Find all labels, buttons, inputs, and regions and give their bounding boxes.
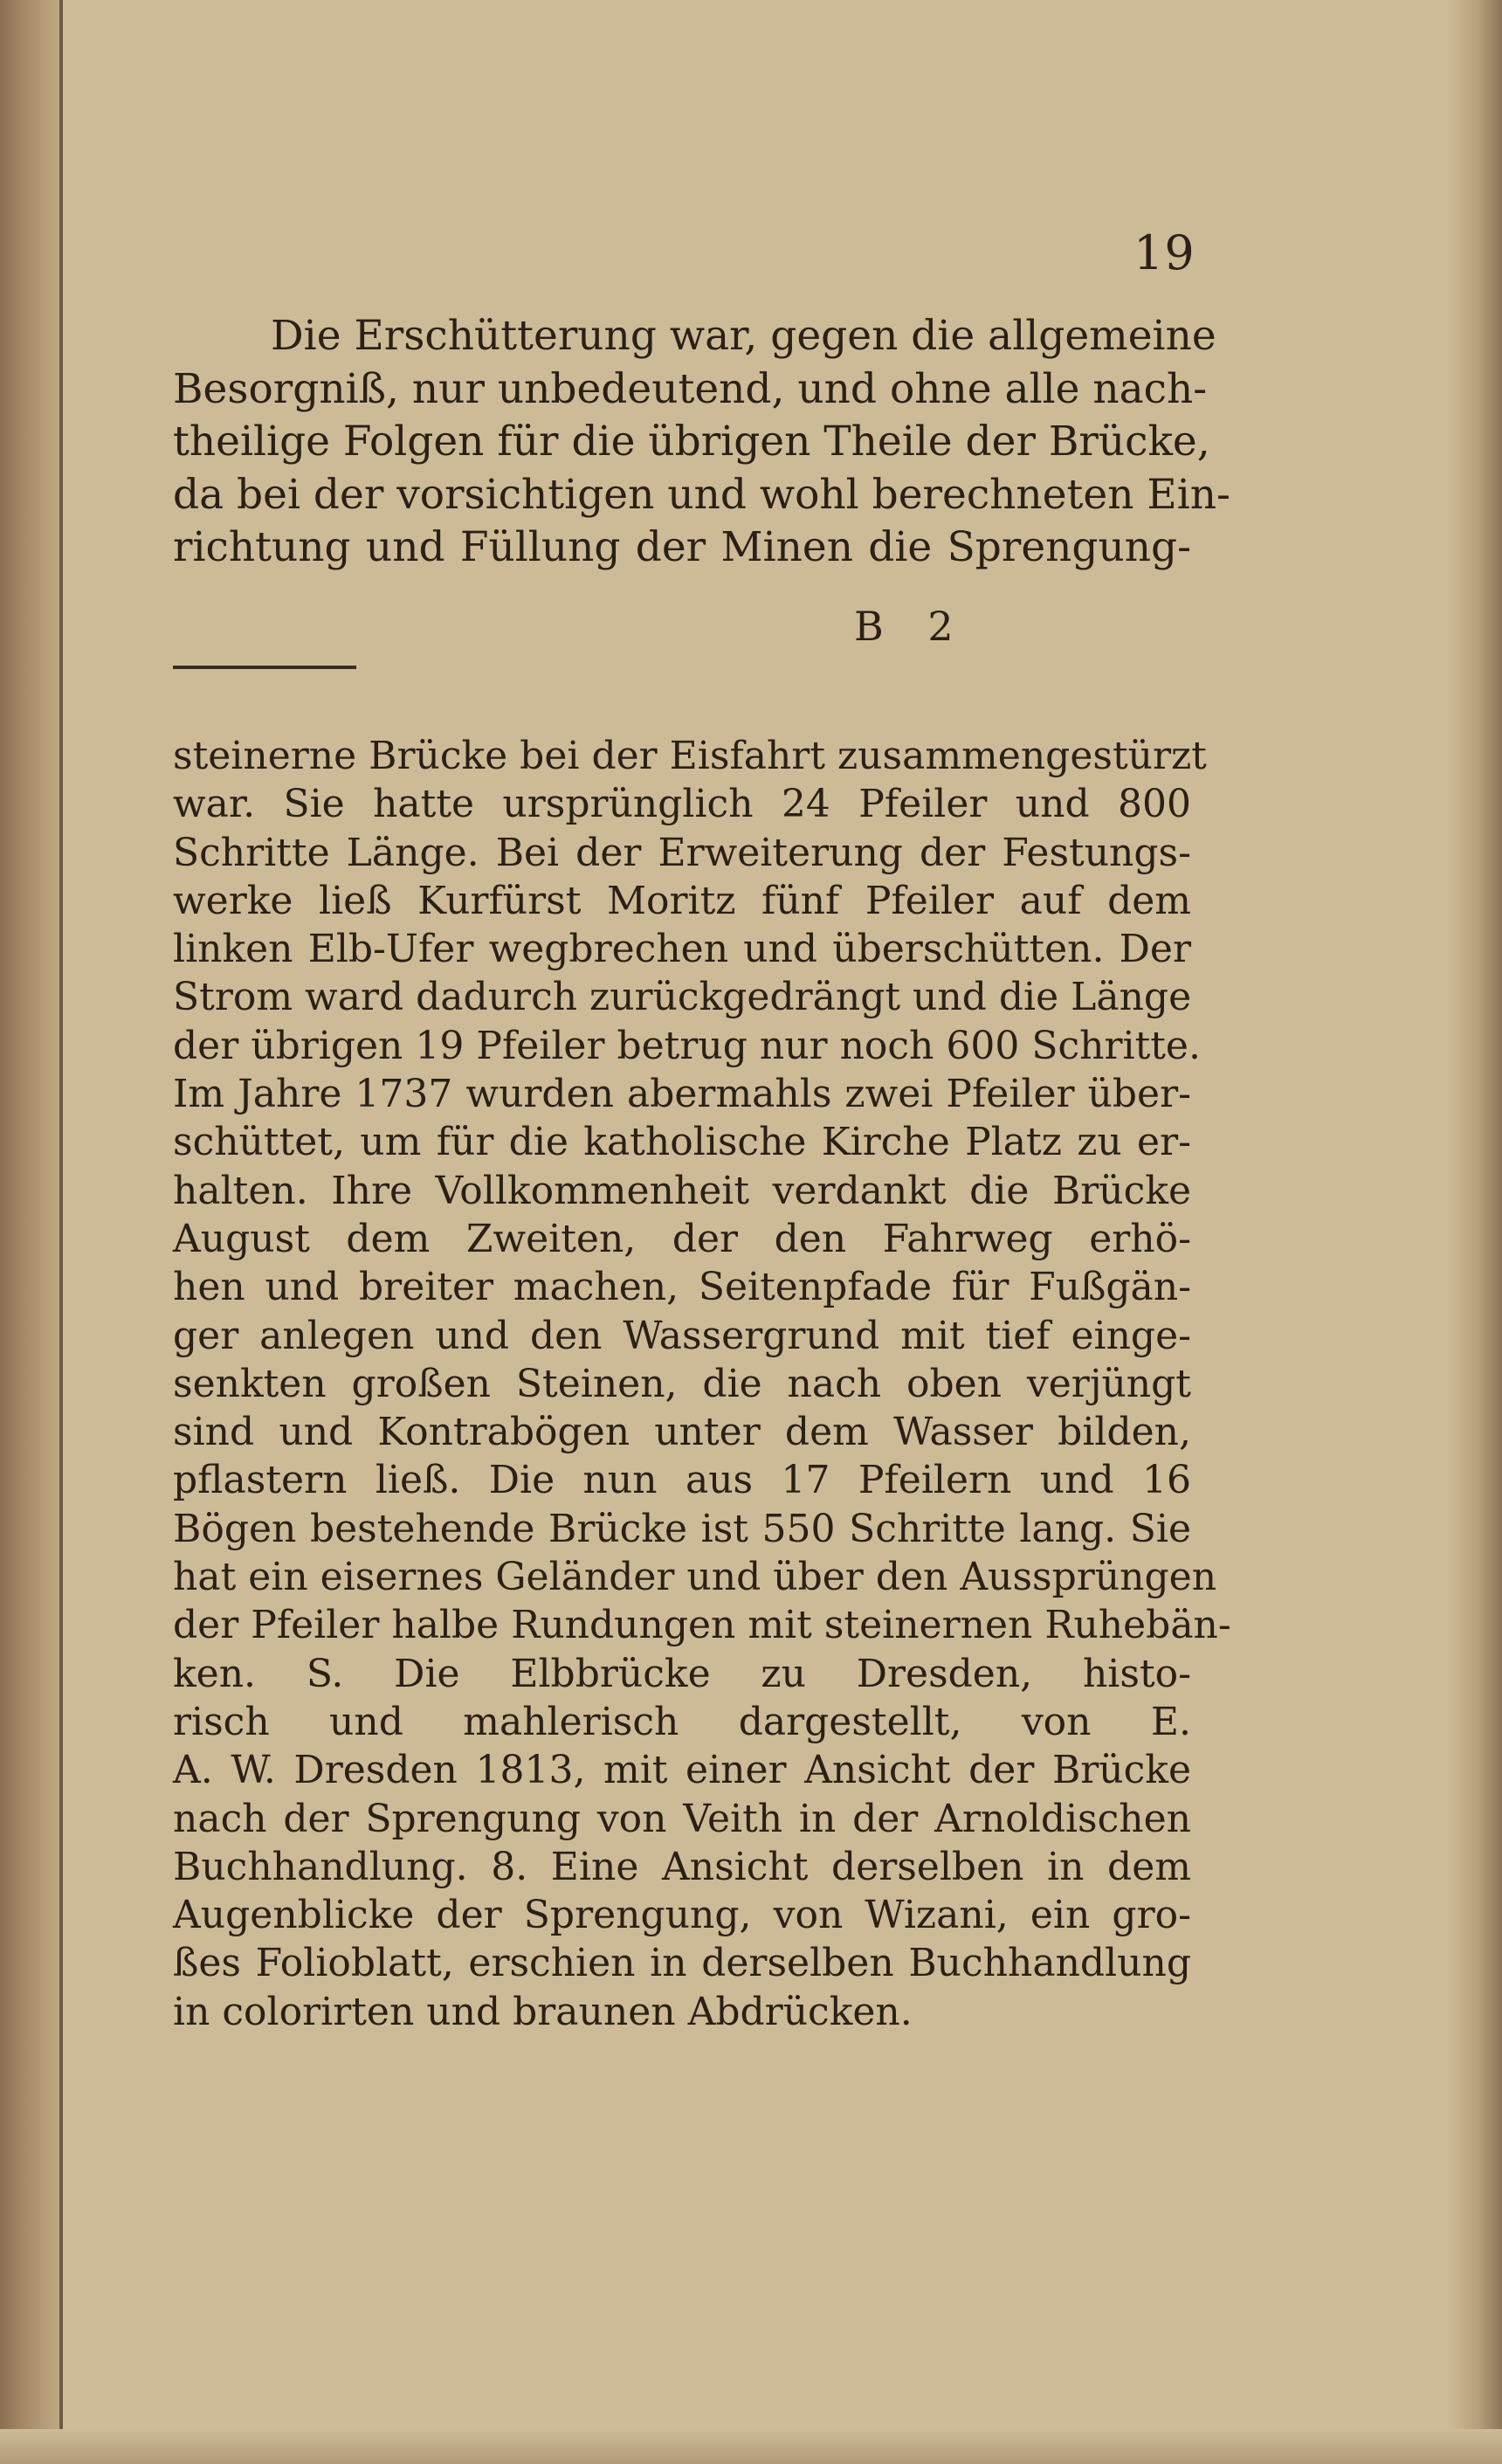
signature-row [173, 603, 1191, 673]
text-line: der Pfeiler halbe Rundungen mit steinernen Ruhebän- [173, 1603, 1231, 1648]
text-line: hen und breiter machen, Seitenpfade für Fußgän- [173, 1265, 1191, 1310]
text-line: ken. S. Die Elbbrücke zu Dresden, histo- [173, 1651, 1191, 1696]
text-line: da bei der vorsichtigen und wohl berechneten Ein- [173, 470, 1230, 519]
text-line: war. Sie hatte ursprünglich 24 Pfeiler und 800 [173, 782, 1191, 827]
text-line: ger anlegen und den Wassergrund mit tief einge- [173, 1313, 1191, 1358]
text-line: Die Erschütterung war, gegen die allgemeine [271, 312, 1216, 360]
text-line: A. W. Dresden 1813, mit einer Ansicht der Brücke [173, 1748, 1191, 1793]
text-line: der übrigen 19 Pfeiler betrug nur noch 600 Schritte. [173, 1023, 1201, 1068]
footnote-continuation [173, 310, 1230, 575]
text-line: pflastern ließ. Die nun aus 17 Pfeilern und 16 [173, 1458, 1191, 1503]
right-page-edge [1450, 0, 1502, 2464]
left-page-edge [0, 0, 63, 2464]
text-line: hat ein eisernes Geländer und über den Aussprüngen [173, 1555, 1217, 1600]
text-line: Augenblicke der Sprengung, von Wizani, ein gro- [173, 1893, 1191, 1938]
text-line: ßes Folioblatt, erschien in derselben Buchhandlung [173, 1941, 1191, 1986]
text-line: nach der Sprengung von Veith in der Arnoldischen [173, 1796, 1191, 1841]
text-line: linken Elb-Ufer wegbrechen und überschütten. Der [173, 927, 1191, 972]
page-number: 19 [1133, 225, 1195, 280]
printer-signature: B 2 [854, 603, 969, 650]
text-line: senkten großen Steinen, die nach oben verjüngt [173, 1361, 1191, 1406]
text-line: Buchhandlung. 8. Eine Ansicht derselben in dem [173, 1844, 1191, 1889]
footnote-text [173, 732, 1231, 2036]
text-line: sind und Kontrabögen unter dem Wasser bilden, [173, 1410, 1191, 1455]
text-line: halten. Ihre Vollkommenheit verdankt die Brücke [173, 1168, 1191, 1213]
text-line: risch und mahlerisch dargestellt, von E. [173, 1699, 1191, 1744]
text-line: richtung und Füllung der Minen die Sprengung- [173, 523, 1191, 571]
text-line: Bögen bestehende Brücke ist 550 Schritte lang. Sie [173, 1506, 1191, 1551]
text-line: August dem Zweiten, der den Fahrweg erhö- [173, 1216, 1191, 1261]
footnote-rule [173, 666, 356, 669]
text-line: theilige Folgen für die übrigen Theile der Brücke, [173, 418, 1210, 466]
bottom-page-edge [0, 2429, 1502, 2464]
text-line: Im Jahre 1737 wurden abermahls zwei Pfeiler über- [173, 1072, 1191, 1117]
text-line: schüttet, um für die katholische Kirche Platz zu er- [173, 1120, 1191, 1165]
text-line: werke ließ Kurfürst Moritz fünf Pfeiler auf dem [173, 878, 1191, 923]
text-line: Schritte Länge. Bei der Erweiterung der Festungs- [173, 830, 1191, 875]
text-line: Strom ward dadurch zurückgedrängt und die Länge [173, 975, 1192, 1020]
text-line: in colorirten und braunen Abdrücken. [173, 1989, 913, 2034]
text-line: steinerne Brücke bei der Eisfahrt zusammengestürzt [173, 734, 1207, 778]
text-line: Besorgniß, nur unbedeutend, und ohne alle nach- [173, 364, 1208, 413]
